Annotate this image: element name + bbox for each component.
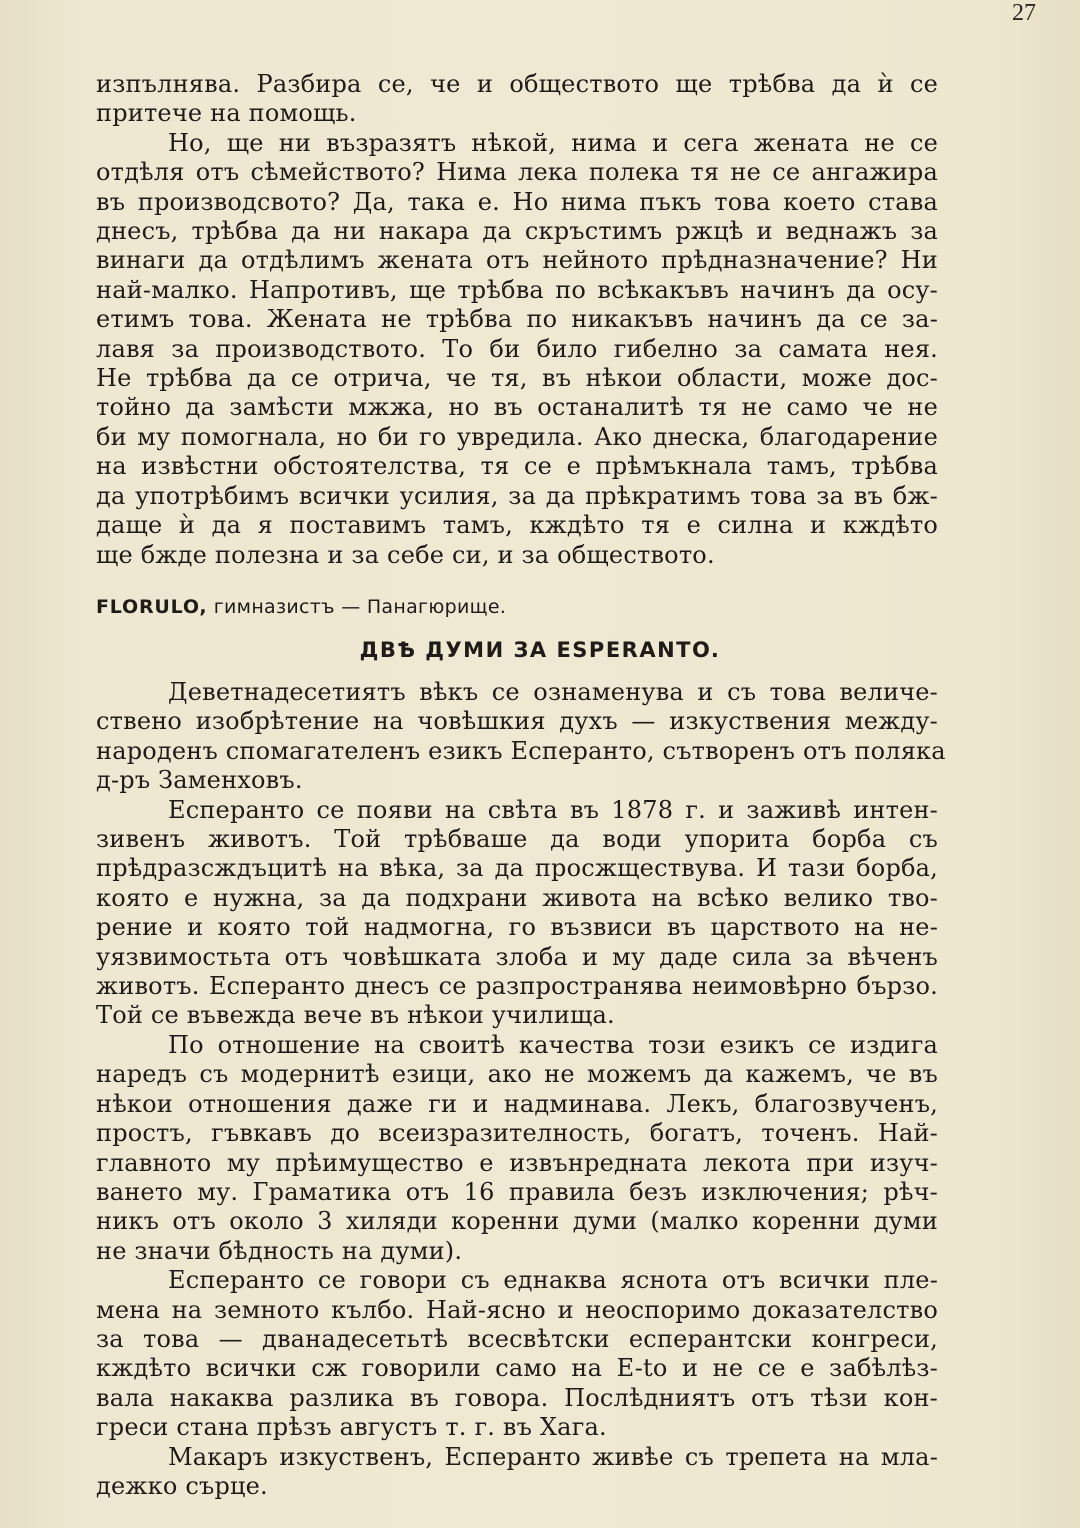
text-line: никъ отъ около 3 хиляди коренни думи (малко коренни думи: [96, 1207, 938, 1236]
continuation-text: [96, 70, 938, 570]
text-line: Той се въвежда вече въ нѣкои училища.: [96, 1001, 615, 1030]
text-line: отдѣля отъ сѣмейството? Нима лека полека тя не се ангажира: [96, 158, 938, 187]
text-line: винаги да отдѣлимъ жената отъ нейното прѣдназначение? Ни: [96, 246, 938, 275]
text-line: Макаръ изкуственъ, Есперанто живѣе съ трепета на мла-: [168, 1442, 938, 1471]
text-line: рение и която той надмогна, го възвиси въ царството на не-: [96, 913, 938, 942]
text-line: изпълнява. Разбира се, че и обществото ще трѣбва да ѝ се: [96, 70, 938, 98]
text-line: за това — дванадесетьтѣ всесвѣтски есперантски конгреси,: [96, 1324, 938, 1353]
text-line: Не трѣбва да се отрича, че тя, въ нѣкои области, може дос-: [96, 364, 938, 393]
text-line: д-ръ Заменховъ.: [96, 766, 303, 795]
text-line: нѣкои отношения даже ги и надминава. Лекъ, благозвученъ,: [96, 1089, 938, 1118]
text-line: не значи бѣдность на думи).: [96, 1236, 463, 1265]
text-line: етимъ това. Жената не трѣбва по никакъвъ начинъ да се за-: [96, 305, 938, 334]
text-line: греси стана прѣзъ августъ т. г. въ Хага.: [96, 1413, 607, 1442]
text-line: ще бжде полезна и за себе си, и за обществото.: [96, 540, 715, 569]
author-name: FLORULO,: [96, 596, 208, 618]
author-details: гимназистъ — Панагюрище.: [213, 596, 507, 618]
text-line: ването му. Граматика отъ 16 правила безъ изключения; рѣч-: [96, 1177, 938, 1206]
text-line: кждѣто всички сж говорили само на E-to и не се е забѣлѣз-: [96, 1354, 938, 1383]
text-line: на извѣстни обстоятелства, тя се е прѣмъкнала тамъ, трѣбва: [96, 452, 938, 481]
text-line: най-малко. Напротивъ, ще трѣбва по всѣкакъвъ начинъ да осу-: [96, 275, 938, 304]
text-line: По отношение на своитѣ качества този езикъ се издига: [168, 1030, 938, 1059]
text-line: народенъ спомагателенъ езикъ Есперанто, сътворенъ отъ поляка: [96, 736, 946, 765]
text-line: би му помогнала, но би го увредила. Ако днеска, благодарение: [96, 422, 938, 451]
text-line: даще ѝ да я поставимъ тамъ, кждѣто тя е силна и кждѣто: [96, 511, 938, 540]
article-byline: [96, 596, 506, 618]
text-line: Но, ще ни възразятъ нѣкой, нима и сега жената не се: [168, 128, 938, 157]
text-line: Есперанто се говори съ еднаква яснота отъ всички пле-: [168, 1266, 938, 1295]
text-line: да употрѣбимъ всички усилия, за да прѣкратимъ това за въ бж-: [96, 481, 938, 510]
text-line: Есперанто се появи на свѣта въ 1878 г. и заживѣ интен-: [168, 795, 938, 824]
text-line: зивенъ животъ. Той трѣбваше да води упорита борба съ: [96, 825, 938, 854]
text-line: дежко сърце.: [96, 1471, 268, 1500]
text-line: вала накаква разлика въ говора. Послѣдниятъ отъ тѣзи кон-: [96, 1383, 938, 1412]
text-line: главното му прѣимущество е извънредната лекота при изуч-: [96, 1148, 938, 1177]
text-line: днесъ, трѣбва да ни накара да скръстимъ ржцѣ и веднажъ за: [96, 217, 938, 246]
text-line: уязвимостьта отъ човѣшката злоба и му даде сила за вѣченъ: [96, 942, 938, 971]
text-line: мена на земното кълбо. Най-ясно и неоспоримо доказателство: [96, 1295, 938, 1324]
text-line: наредъ съ модернитѣ езици, ако не можемъ да кажемъ, че въ: [96, 1060, 938, 1089]
text-line: ствено изобрѣтение на човѣшкия духъ — изкуствения между-: [96, 707, 938, 736]
page-number: 27: [1012, 0, 1036, 26]
article-title: ДВѢ ДУМИ ЗА ESPERANTO.: [359, 638, 721, 662]
text-line: тойно да замѣсти мжжа, но въ останалитѣ тя не само че не: [96, 393, 938, 422]
text-line: която е нужна, за да подхрани живота на всѣко велико тво-: [96, 883, 938, 912]
text-line: лавя за производството. То би било гибелно за самата нея.: [96, 334, 938, 363]
text-line: прѣдразсждъцитѣ на вѣка, за да просжществува. И тази борба,: [96, 854, 938, 883]
text-line: Деветнадесетиятъ вѣкъ се ознаменува и съ това величе-: [168, 678, 938, 706]
text-line: животъ. Есперанто днесъ се разпространява неимовѣрно бързо.: [96, 972, 938, 1001]
text-line: въ производсвото? Да, така е. Но нима пъкъ това което става: [96, 187, 938, 216]
article-body: [96, 678, 946, 1501]
text-line: простъ, гъвкавъ до всеизразителность, богатъ, точенъ. Най-: [96, 1119, 938, 1148]
text-line: притече на помощь.: [96, 99, 357, 128]
